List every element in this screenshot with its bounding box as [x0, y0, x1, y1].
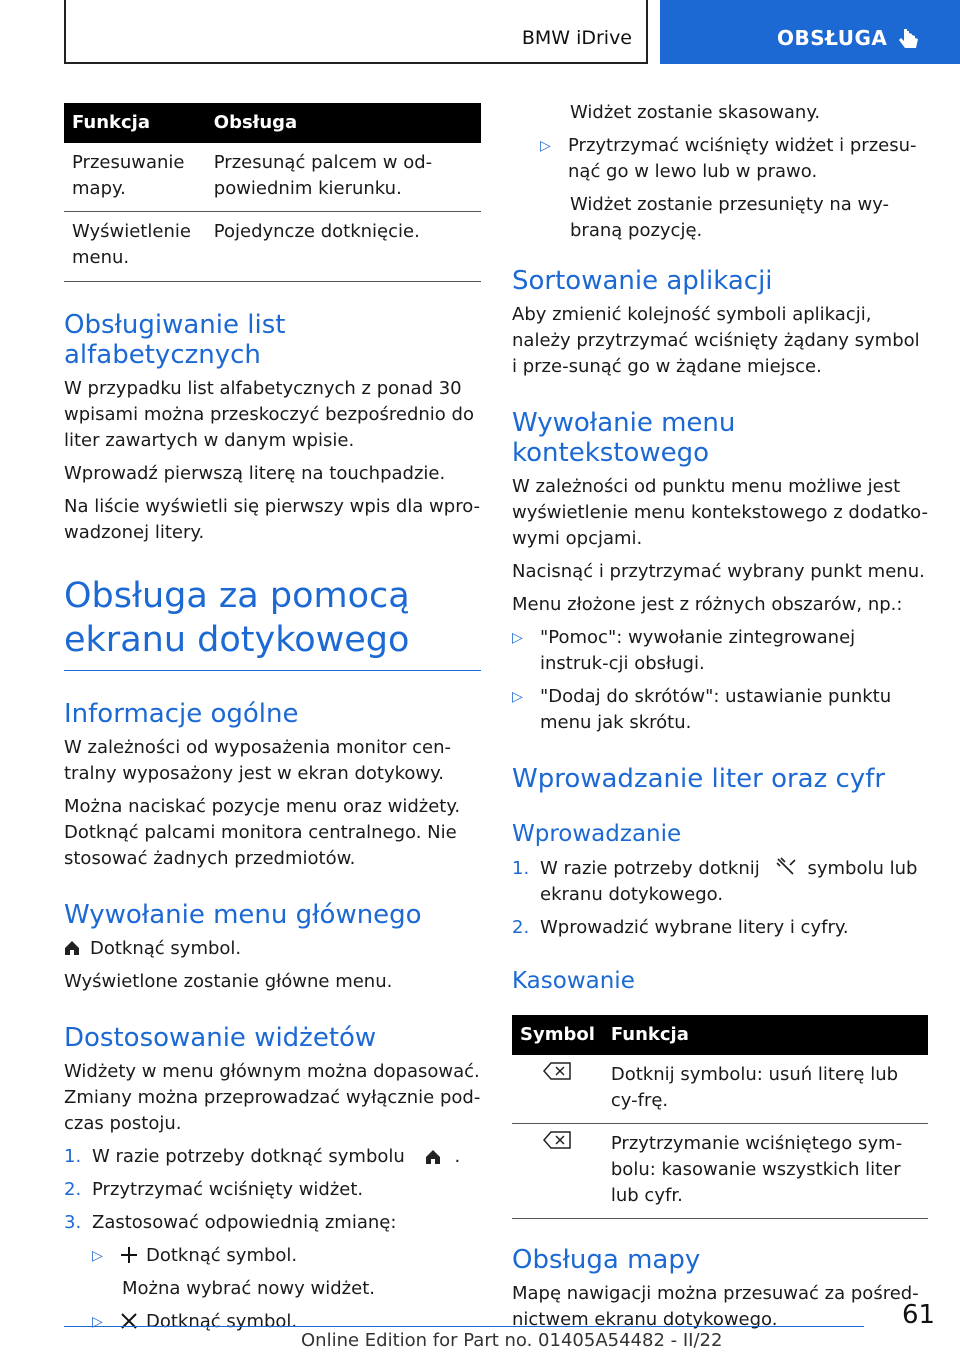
table-cell: Dotknij symbolu: usuń literę lub cy-frę.	[603, 1055, 928, 1124]
paragraph: Widżet zostanie skasowany.	[570, 102, 821, 123]
paragraph: Mapę nawigacji można przesuwać za pośred-nictwem ekranu dotykowego.	[512, 1283, 919, 1330]
heading-delete: Kasowanie	[512, 968, 635, 994]
left-column	[64, 103, 481, 1342]
table-cell	[512, 1055, 603, 1124]
step-text	[92, 1144, 460, 1170]
bullet-marker: ▷	[92, 1248, 103, 1264]
paragraph: Na liście wyświetli się pierwszy wpis dla wpro-wadzonej litery.	[64, 496, 481, 543]
section-tab-label: OBSŁUGA	[777, 26, 888, 50]
heading-general-info: Informacje ogólne	[64, 699, 299, 729]
step-text	[540, 856, 928, 908]
step-text: Przytrzymać wciśnięty widżet.	[92, 1179, 364, 1200]
table-row	[512, 1055, 928, 1124]
heading-input: Wprowadzanie	[512, 821, 682, 847]
close-icon	[120, 1312, 138, 1330]
table-cell: Wyświetlenie menu.	[64, 212, 206, 282]
page-number: 61	[902, 1300, 936, 1330]
step-number: 2.	[512, 917, 530, 938]
section-tab[interactable]	[660, 0, 960, 64]
hand-pointer-icon	[898, 28, 920, 52]
table-cell: Przesuwanie mapy.	[64, 143, 206, 212]
backspace-icon	[543, 1131, 571, 1149]
paragraph: Menu złożone jest z różnych obszarów, np.:	[512, 594, 903, 615]
footer-divider	[64, 1326, 864, 1327]
table-header-operation: Obsługa	[206, 103, 481, 143]
paragraph: Można wybrać nowy widżet.	[122, 1278, 375, 1299]
table-header-function: Funkcja	[603, 1015, 928, 1055]
heading-alphabetical-lists: Obsługiwanie list alfabetycznych	[64, 310, 286, 370]
bullet-marker: ▷	[512, 630, 523, 646]
heading-touchscreen: Obsługa za pomocą ekranu dotykowego	[64, 574, 481, 671]
header-title: BMW iDrive	[521, 27, 632, 49]
bullet-text: Przytrzymać wciśnięty widżet i przesu-nąć go w lewo lub w prawo.	[568, 135, 917, 182]
paragraph: Wyświetlone zostanie główne menu.	[64, 971, 393, 992]
step-text-part: W razie potrzeby dotknąć symbolu	[92, 1146, 405, 1167]
step-number: 2.	[64, 1179, 82, 1200]
bullet-text: "Dodaj do skrótów": ustawianie punktu menu jak skrótu.	[540, 686, 892, 733]
step-text: Wprowadzić wybrane litery i cyfry.	[540, 917, 849, 938]
step-number: 1.	[64, 1146, 82, 1167]
list-item	[64, 1177, 481, 1203]
right-column	[512, 100, 928, 1340]
heading-context-menu: Wywołanie menu kontekstowego	[512, 408, 736, 468]
table-row	[64, 212, 481, 282]
paragraph: W zależności od punktu menu możliwe jest wyświetlenie menu kontekstowego z dodatko-wymi opcjami.	[512, 476, 928, 549]
list-item	[64, 1210, 481, 1236]
table-cell: Przytrzymanie wciśniętego sym-bolu: kasowanie wszystkich liter lub cyfr.	[603, 1124, 928, 1219]
paragraph: Widżet zostanie przesunięty na wy-braną pozycję.	[570, 194, 890, 241]
table-cell: Pojedyncze dotknięcie.	[206, 212, 481, 282]
list-item	[512, 684, 928, 736]
bullet-text	[120, 1243, 297, 1269]
table-row	[512, 1124, 928, 1219]
heading-map: Obsługa mapy	[512, 1245, 701, 1275]
list-item	[512, 856, 928, 908]
paragraph: Można naciskać pozycje menu oraz widżety. Dotknąć palcami monitora centralnego. Nie stosować żadnych przedmiotów.	[64, 796, 461, 869]
list-item	[512, 915, 928, 941]
home-icon	[64, 940, 80, 956]
step-text: Zastosować odpowiednią zmianę:	[92, 1212, 397, 1233]
paragraph: Wprowadź pierwszą literę na touchpadzie.	[64, 463, 446, 484]
table-header-symbol: Symbol	[512, 1015, 603, 1055]
table-cell: Przesunąć palcem w od-powiednim kierunku.	[206, 143, 481, 212]
heading-sort-apps: Sortowanie aplikacji	[512, 266, 773, 296]
main-menu-instruction	[64, 936, 481, 962]
plus-icon	[120, 1246, 138, 1264]
step-number: 3.	[64, 1212, 82, 1233]
step-number: 1.	[512, 858, 530, 879]
bullet-marker: ▷	[540, 138, 551, 154]
bullet-text: "Pomoc": wywołanie zintegrowanej instruk-cji obsługi.	[540, 627, 856, 674]
bullet-marker: ▷	[92, 1314, 103, 1330]
home-icon	[425, 1149, 441, 1165]
bullet-text-part: Dotknąć symbol.	[146, 1245, 298, 1266]
heading-main-menu: Wywołanie menu głównego	[64, 900, 422, 930]
bullet-text-part: Dotknąć symbol.	[146, 1311, 298, 1332]
table-row	[64, 143, 481, 212]
list-item	[512, 625, 928, 677]
bullet-text	[120, 1309, 297, 1335]
paragraph: Nacisnąć i przytrzymać wybrany punkt menu.	[512, 561, 925, 582]
header-box	[64, 0, 648, 64]
list-item	[512, 133, 928, 185]
paragraph: Widżety w menu głównym można dopasować. Zmiany można przeprowadzać wyłącznie pod-czas postoju.	[64, 1061, 481, 1134]
table-cell	[512, 1124, 603, 1219]
main-menu-text: Dotknąć symbol.	[90, 938, 242, 959]
paragraph: W zależności od wyposażenia monitor cen-tralny wyposażony jest w ekran dotykowy.	[64, 737, 452, 784]
handwriting-icon	[775, 856, 797, 876]
heading-text-input: Wprowadzanie liter oraz cyfr	[512, 764, 886, 794]
operation-table	[64, 103, 481, 282]
footer-edition: Online Edition for Part no. 01405A54482 - II/22	[301, 1330, 723, 1351]
delete-table	[512, 1015, 928, 1219]
table-header-function: Funkcja	[64, 103, 206, 143]
step-text-part: .	[454, 1146, 461, 1167]
list-item	[64, 1144, 481, 1170]
bullet-marker: ▷	[512, 689, 523, 705]
backspace-icon	[543, 1062, 571, 1080]
paragraph: Aby zmienić kolejność symboli aplikacji, należy przytrzymać wciśnięty żądany symbol i prze-sunąć go w żądane miejsce.	[512, 304, 920, 377]
step-text-part: symbolu lub ekranu dotykowego.	[540, 858, 918, 905]
step-text-part: W razie potrzeby dotknij	[540, 858, 760, 879]
list-item	[64, 1243, 481, 1269]
heading-widgets: Dostosowanie widżetów	[64, 1023, 377, 1053]
paragraph: W przypadku list alfabetycznych z ponad 30 wpisami można przeskoczyć bezpośrednio do liter zawartych w danym wpisie.	[64, 378, 474, 451]
